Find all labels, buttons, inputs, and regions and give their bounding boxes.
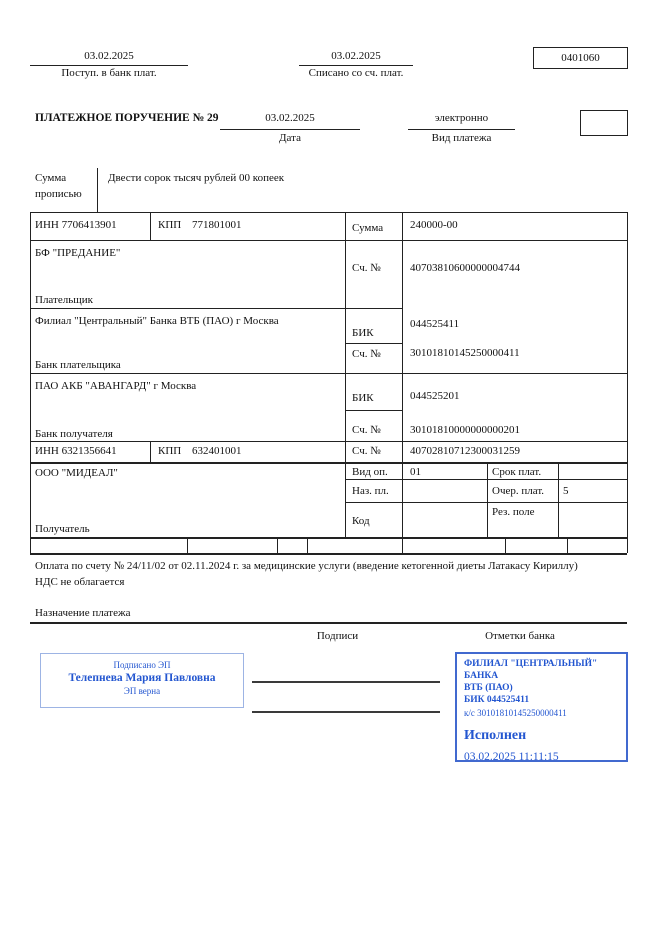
received-in-bank-date: 03.02.2025	[84, 50, 134, 62]
payer-bank-bik-label: БИК	[352, 327, 374, 339]
grid-vline	[277, 537, 278, 553]
grid-vline	[627, 212, 628, 553]
amount-in-words: Двести сорок тысяч рублей 00 копеек	[108, 172, 285, 184]
payee-account: 40702810712300031259	[410, 445, 520, 457]
payment-kind-value: электронно	[434, 112, 489, 124]
purpose-line2: НДС не облагается	[35, 576, 125, 588]
payer-kpp-label: КПП	[158, 219, 182, 231]
bank-stamp-corr-account: к/с 30101810145250000411	[464, 707, 567, 718]
date-label: Дата	[279, 132, 301, 144]
payee-bank-account: 30101810000000000201	[410, 424, 520, 436]
priority-label: Очер. плат.	[492, 485, 545, 497]
bank-stamp-datetime: 03.02.2025 11:11:15	[464, 751, 559, 764]
bank-stamp	[455, 652, 628, 762]
payee-bank-account-label: Сч. №	[352, 424, 381, 436]
esignature-name: Телепнева Мария Павловна	[68, 672, 216, 684]
amount-in-words-label: Сумма прописью	[35, 172, 82, 200]
pay-term-label: Срок плат.	[492, 466, 542, 478]
grid-hline	[345, 343, 402, 344]
form-code-box: 0401060	[533, 47, 628, 69]
signatures-label: Подписи	[316, 630, 359, 642]
grid-vline	[150, 212, 151, 240]
grid-hline	[30, 462, 627, 464]
payer-label: Плательщик	[35, 294, 93, 306]
esignature-signed-label: Подписано ЭП	[113, 660, 171, 670]
received-in-bank-label: Поступ. в банк плат.	[61, 67, 157, 79]
reserve-box	[580, 110, 628, 136]
grid-vline	[402, 212, 403, 553]
payer-account-label: Сч. №	[352, 262, 381, 274]
esignature-valid-label: ЭП верна	[123, 686, 161, 696]
grid-vline	[487, 462, 488, 537]
op-kind-label: Вид оп.	[352, 466, 388, 478]
grid-hline	[408, 129, 515, 130]
payer-account: 40703810600000004744	[410, 262, 520, 274]
grid-hline	[30, 240, 627, 241]
payer-bank-bik: 044525411	[410, 318, 460, 330]
payer-name: БФ "ПРЕДАНИЕ"	[35, 247, 121, 259]
grid-hline	[30, 441, 627, 442]
signature-line-1	[252, 681, 440, 683]
purpose-code-label: Наз. пл.	[352, 485, 389, 497]
payee-inn: ИНН 6321356641	[35, 445, 117, 457]
grid-hline	[30, 537, 627, 539]
grid-hline	[299, 65, 413, 66]
grid-hline	[30, 65, 188, 66]
document-title: ПЛАТЕЖНОЕ ПОРУЧЕНИЕ № 29	[35, 112, 219, 124]
payee-bank-bik-label: БИК	[352, 392, 374, 404]
payer-bank-account-label: Сч. №	[352, 348, 381, 360]
priority-value: 5	[563, 485, 569, 497]
payee-name: ООО "МИДЕАЛ"	[35, 467, 118, 479]
op-kind-value: 01	[410, 466, 421, 478]
payee-label: Получатель	[35, 523, 90, 535]
payee-kpp-label: КПП	[158, 445, 182, 457]
document-date: 03.02.2025	[265, 112, 315, 124]
debited-date: 03.02.2025	[331, 50, 381, 62]
payee-bank-bik: 044525201	[410, 390, 460, 402]
payee-bank-name: ПАО АКБ "АВАНГАРД" г Москва	[35, 380, 197, 392]
grid-vline	[150, 441, 151, 462]
code-label: Код	[352, 515, 370, 527]
grid-vline	[505, 537, 506, 553]
purpose-label: Назначение платежа	[35, 607, 131, 619]
payee-bank-label: Банк получателя	[35, 428, 113, 440]
bank-stamp-bik: БИК 044525411	[464, 694, 530, 705]
grid-hline	[30, 553, 627, 555]
grid-vline	[30, 212, 31, 553]
payer-bank-name: Филиал "Центральный" Банка ВТБ (ПАО) г Москва	[35, 315, 279, 327]
grid-hline	[30, 622, 627, 624]
bank-stamp-name-line2: ВТБ (ПАО)	[464, 682, 513, 693]
debited-label: Списано со сч. плат.	[308, 67, 404, 79]
esignature-stamp	[40, 653, 244, 708]
grid-hline	[345, 502, 627, 503]
grid-vline	[345, 212, 346, 537]
grid-hline	[30, 373, 627, 374]
grid-hline	[30, 308, 402, 309]
grid-hline	[220, 129, 360, 130]
grid-vline	[97, 168, 98, 212]
payee-account-label: Сч. №	[352, 445, 381, 457]
sum-label: Сумма	[352, 222, 384, 234]
payment-kind-label: Вид платежа	[431, 132, 492, 144]
bank-stamp-status: Исполнен	[464, 727, 527, 743]
payer-bank-account: 30101810145250000411	[410, 347, 520, 359]
sum-value: 240000-00	[410, 219, 458, 231]
grid-vline	[307, 537, 308, 553]
grid-vline	[187, 537, 188, 553]
grid-hline	[345, 410, 402, 411]
reserve-field-label: Рез. поле	[492, 506, 535, 518]
signature-line-2	[252, 711, 440, 713]
payer-bank-label: Банк плательщика	[35, 359, 121, 371]
purpose-line1: Оплата по счету № 24/11/02 от 02.11.2024 г. за медицинские услуги (введение кетогенной диеты Латакасу Кириллу)	[35, 560, 578, 572]
grid-vline	[567, 537, 568, 553]
bank-marks-label: Отметки банка	[485, 630, 555, 642]
grid-hline	[345, 479, 627, 480]
grid-hline	[30, 212, 627, 213]
payer-inn: ИНН 7706413901	[35, 219, 117, 231]
payer-kpp: 771801001	[192, 219, 242, 231]
bank-stamp-name-line1: ФИЛИАЛ "ЦЕНТРАЛЬНЫЙ" БАНКА	[464, 659, 598, 681]
payee-kpp: 632401001	[192, 445, 242, 457]
grid-vline	[558, 462, 559, 537]
